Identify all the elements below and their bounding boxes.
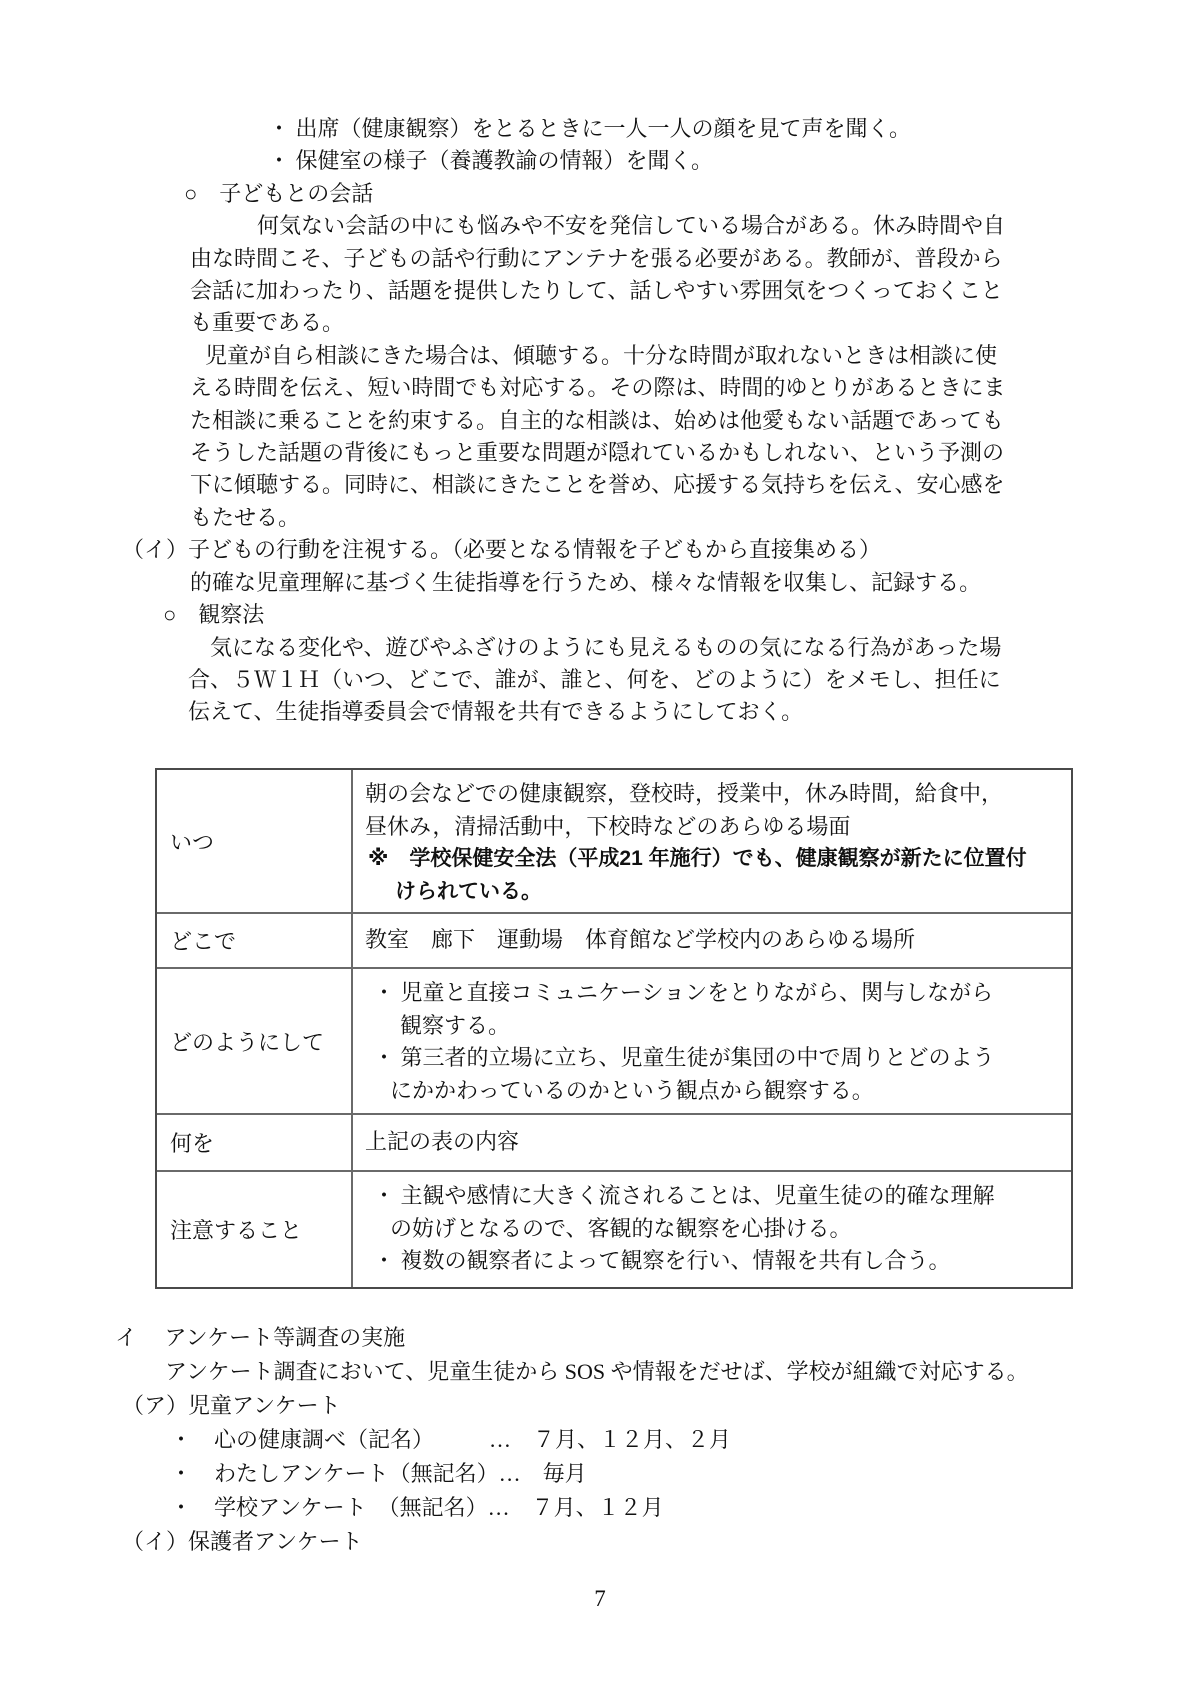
table-row-label: 注意すること [157, 1172, 353, 1287]
text-line: 的確な児童理解に基づく生徒指導を行うため、様々な情報を収集し、記録する。 [190, 569, 982, 595]
text-line: けられている。 [395, 879, 542, 903]
text-line: アンケート調査において、児童生徒から SOS や情報をだせば、学校が組織で対応する。 [165, 1359, 1029, 1384]
text-line: 昼休み，清掃活動中，下校時などのあらゆる場面 [365, 813, 851, 839]
table-row-label: いつ [157, 770, 353, 912]
table-row-content [353, 1115, 1071, 1170]
table-row-content [353, 770, 1071, 912]
table-row-label: 何を [157, 1115, 353, 1170]
text-line: も重要である。 [190, 310, 345, 336]
text-line: の妨げとなるので、客観的な観察を心掛ける。 [390, 1215, 852, 1241]
text-line: ・ 主観や感情に大きく流されることは、児童生徒の的確な理解 [373, 1183, 995, 1208]
table-row-content [353, 914, 1071, 967]
text-line: ・ 複数の観察者によって観察を行い、情報を共有し合う。 [373, 1248, 951, 1273]
text-line: 伝えて、生徒指導委員会で情報を共有できるようにしておく。 [188, 699, 804, 725]
text-line: 会話に加わったり、話題を提供したりして、話しやすい雰囲気をつくっておくこと [190, 278, 1003, 304]
text-line: ・ 保健室の様子（養護教諭の情報）を聞く。 [268, 148, 714, 174]
text-line: ・ 第三者的立場に立ち、児童生徒が集団の中で周りとどのよう [373, 1045, 995, 1070]
text-line: ・ 心の健康調べ（記名） … ７月、１２月、２月 [170, 1427, 732, 1452]
text-line: 下に傾聴する。同時に、相談にきたことを誉め、応援する気持ちを伝え、安心感を [190, 472, 1005, 498]
text-line: にかかわっているのかという観点から観察する。 [390, 1077, 874, 1103]
text-line: 児童が自ら相談にきた場合は、傾聴する。十分な時間が取れないときは相談に使 [205, 342, 998, 368]
observation-method-table [155, 768, 1073, 1289]
text-line: える時間を伝え、短い時間でも対応する。その際は、時間的ゆとりがあるときにま [190, 375, 1006, 401]
table-row [157, 912, 1071, 967]
text-line: ・ わたしアンケート（無記名）… 毎月 [170, 1461, 587, 1486]
table-row [157, 1170, 1071, 1287]
text-line: ・ 学校アンケート （無記名）… ７月、１２月 [170, 1495, 664, 1520]
text-line: （ア）児童アンケート [122, 1393, 341, 1418]
text-line: （イ）保護者アンケート [122, 1529, 363, 1554]
text-line: イ アンケート等調査の実施 [115, 1325, 406, 1350]
text-line: そうした話題の背後にもっと重要な問題が隠れているかもしれない、という予測の [190, 440, 1005, 466]
text-line: ○ 観察法 [163, 602, 265, 628]
text-line: ・ 出席（健康観察）をとるときに一人一人の顔を見て声を聞く。 [268, 116, 912, 141]
page-number: 7 [594, 1586, 606, 1611]
text-line: 気になる変化や、遊びやふざけのようにも見えるものの気になる行為があった場 [210, 634, 1002, 660]
table-row-label: どこで [157, 914, 353, 967]
table-row [157, 967, 1071, 1113]
text-line: ※ 学校保健安全法（平成21 年施行）でも、健康観察が新たに位置付 [368, 847, 1027, 870]
table-row [157, 1113, 1071, 1170]
text-line: 教室 廊下 運動場 体育館など学校内のあらゆる場所 [365, 927, 916, 953]
text-line: 合、５Ｗ１Ｈ（いつ、どこで、誰が、誰と、何を、どのように）をメモし、担任に [188, 666, 1001, 692]
table-row-label: どのようにして [157, 969, 353, 1113]
table-row [157, 770, 1071, 912]
text-line: もたせる。 [190, 504, 301, 530]
text-line: 由な時間こそ、子どもの話や行動にアンテナを張る必要がある。教師が、普段から [190, 245, 1003, 271]
text-line: 何気ない会話の中にも悩みや不安を発信している場合がある。休み時間や自 [257, 213, 1006, 239]
section-bottom-text [0, 1321, 1200, 1559]
text-line: ○ 子どもとの会話 [184, 180, 374, 206]
table-row-content [353, 1172, 1071, 1287]
text-line: （イ）子どもの行動を注視する。（必要となる情報を子どもから直接集める） [122, 537, 882, 563]
text-line: 観察する。 [400, 1012, 511, 1038]
section-top-text [0, 113, 1200, 729]
text-line: ・ 児童と直接コミュニケーションをとりながら、関与しながら [373, 980, 994, 1005]
table-row-content [353, 969, 1071, 1113]
text-line: 上記の表の内容 [365, 1129, 520, 1155]
text-line: た相談に乗ることを約束する。自主的な相談は、始めは他愛もない話題であっても [190, 407, 1004, 433]
text-line: 朝の会などでの健康観察，登校時，授業中，休み時間，給食中， [365, 781, 1004, 806]
